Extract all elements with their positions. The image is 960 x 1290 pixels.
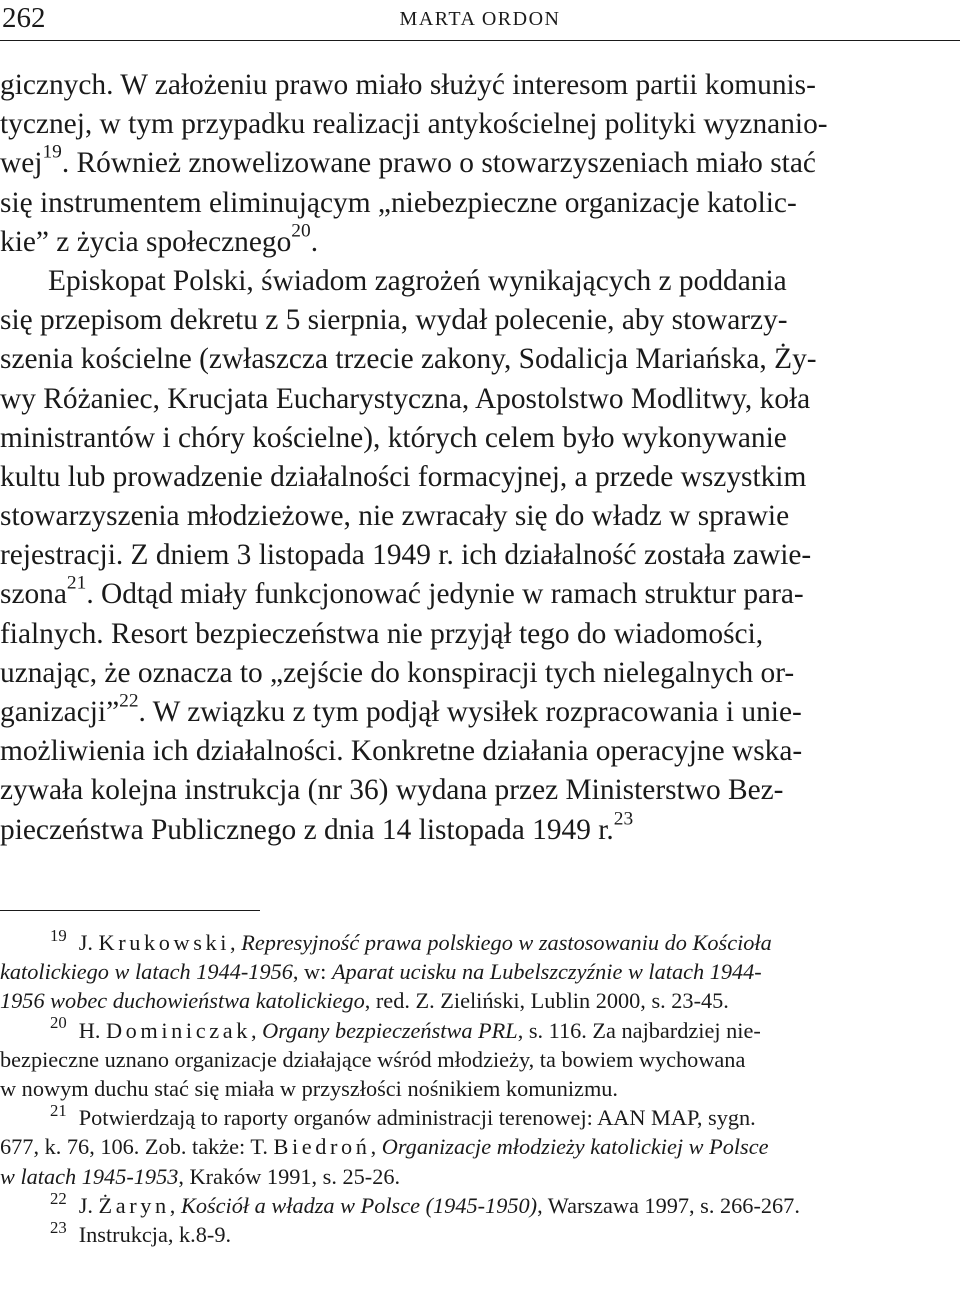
work-title: Represyjność prawa polskiego w zastosowaniu do Kościoła	[241, 930, 772, 955]
footnote-19	[0, 925, 960, 957]
footnote-text: 677, k. 76, 106. Zob. także: T.	[0, 1134, 274, 1160]
footnote-ref: 21	[66, 572, 87, 594]
text-line: Episkopat Polski, świadom zagrożeń wynikających z poddania	[48, 264, 787, 297]
text-line: . Również znowelizowane prawo o stowarzyszeniach miało stać	[61, 147, 816, 180]
footnote-number: 20	[50, 1013, 67, 1033]
text-line: wej	[0, 147, 43, 180]
text-line: się instrumentem eliminującym „niebezpieczne organizacje katolic-	[0, 186, 797, 219]
work-title: 1956 wobec duchowieństwa katolickiego	[0, 988, 365, 1014]
footnote-text: J.	[78, 930, 99, 955]
body-line	[0, 141, 960, 183]
footnote-text: H.	[78, 1017, 106, 1043]
footnote-21	[0, 1100, 960, 1132]
author-name: Krukowski	[98, 930, 231, 955]
author-name: Żaryn	[98, 1192, 170, 1218]
footnote-number: 21	[50, 1100, 67, 1120]
text-line: . Odtąd miały funkcjonować jedynie w ramach struktur para-	[86, 578, 804, 611]
work-title: w latach 1945-1953	[0, 1163, 179, 1189]
work-title: katolickiego w latach 1944-1956	[0, 959, 293, 985]
footnote-line	[0, 1074, 960, 1103]
footnote-text: Potwierdzają to raporty organów administracji terenowej: AAN MAP, sygn.	[78, 1105, 756, 1131]
body-line	[0, 654, 960, 693]
text-line: się przepisom dekretu z 5 sierpnia, wydał polecenie, aby stowarzy-	[0, 304, 788, 337]
author-name: Dominiczak	[105, 1017, 251, 1043]
footnote-text: ,	[370, 1134, 382, 1160]
footnote-separator	[0, 910, 260, 911]
footnote-line	[0, 957, 960, 986]
text-line: ministrantów i chóry kościelne), których celem było wykonywanie	[0, 421, 787, 454]
work-title: Organizacje młodzieży katolickiej w Polsce	[381, 1134, 769, 1160]
body-line	[0, 419, 960, 458]
footnote-ref: 20	[291, 220, 311, 242]
paragraph-start	[0, 262, 960, 301]
running-head: MARTA ORDON	[399, 8, 561, 30]
footnote-text: ,	[169, 1192, 181, 1218]
text-line: możliwienia ich działalności. Konkretne działania operacyjne wska-	[0, 735, 803, 768]
body-line	[0, 340, 960, 379]
text-line: tycznej, w tym przypadku realizacji antykościelnej polityki wyznanio-	[0, 108, 828, 141]
footnote-text: ,	[250, 1017, 263, 1043]
text-line: fialnych. Resort bezpieczeństwa nie przyjął tego do wiadomości,	[0, 617, 764, 650]
footnote-20	[0, 1013, 960, 1045]
text-line: rejestracji. Z dniem 3 listopada 1949 r. ich działalność została zawie-	[0, 539, 812, 572]
body-line	[0, 771, 960, 810]
body-line	[0, 184, 960, 223]
body-text	[0, 66, 960, 850]
header-rule	[0, 40, 960, 41]
footnote-ref: 23	[613, 808, 634, 830]
body-line	[0, 66, 960, 105]
body-line	[0, 615, 960, 654]
text-line: zywała kolejna instrukcja (nr 36) wydana przez Ministerstwo Bez-	[0, 774, 784, 807]
footnote-number: 23	[50, 1217, 67, 1237]
work-title: Kościół a władza w Polsce (1945-1950)	[180, 1192, 538, 1218]
body-line	[0, 380, 960, 419]
footnote-23	[0, 1217, 960, 1249]
footnote-ref: 19	[42, 141, 62, 163]
text-line: . W związku z tym podjął wysiłek rozpracowania i unie-	[138, 696, 802, 728]
footnote-text: ,	[230, 930, 242, 955]
footnote-ref: 22	[119, 690, 139, 712]
footnote-line	[0, 1132, 960, 1161]
footnote-number: 19	[50, 925, 67, 945]
footnotes	[0, 925, 960, 1249]
body-line	[0, 690, 960, 732]
text-line: .	[310, 225, 319, 258]
text-line: kie” z życia społecznego	[0, 225, 292, 258]
footnote-line	[0, 1162, 960, 1191]
text-line: uznając, że oznacza to „zejście do konspiracji tych nielegalnych or-	[0, 656, 795, 689]
body-line	[0, 572, 960, 614]
text-line: stowarzyszenia młodzieżowe, nie zwracały się do władz w sprawie	[0, 500, 790, 533]
footnote-text: Instrukcja, k.8-9.	[78, 1221, 232, 1247]
body-line	[0, 105, 960, 144]
text-line: wy Różaniec, Krucjata Eucharystyczna, Apostolstwo Modlitwy, koła	[0, 382, 811, 415]
footnote-line	[0, 1045, 960, 1074]
work-title: Organy bezpieczeństwa PRL	[262, 1017, 518, 1043]
footnote-text: , w:	[292, 959, 332, 985]
text-line: kultu lub prowadzenie działalności formacyjnej, a przede wszystkim	[0, 460, 807, 493]
body-line	[0, 220, 960, 262]
author-name: Biedroń	[273, 1134, 371, 1160]
text-line: pieczeństwa Publicznego z dnia 14 listopada 1949 r.	[0, 813, 614, 846]
body-line	[0, 497, 960, 536]
footnote-text: , Warszawa 1997, s. 266-267.	[537, 1192, 800, 1218]
footnote-22	[0, 1188, 960, 1220]
body-line	[0, 732, 960, 771]
footnote-number: 22	[50, 1188, 67, 1208]
footnote-text: , Kraków 1991, s. 25-26.	[178, 1163, 401, 1189]
footnote-text: J.	[78, 1192, 99, 1218]
page-number: 262	[2, 2, 46, 34]
footnote-text: bezpieczne uznano organizacje działające wśród młodzieży, ta bowiem wychowana	[0, 1046, 746, 1072]
body-line	[0, 458, 960, 497]
work-title: Aparat ucisku na Lubelszczyźnie w latach 1944-	[331, 959, 762, 985]
body-line	[0, 536, 960, 575]
text-line: szenia kościelne (zwłaszcza trzecie zakony, Sodalicja Mariańska, Ży-	[0, 343, 817, 376]
footnote-text: , s. 116. Za najbardziej nie-	[517, 1017, 761, 1043]
text-line: szona	[0, 578, 67, 611]
text-line: gicznych. W założeniu prawo miało służyć interesom partii komunis-	[0, 69, 816, 101]
body-line	[0, 808, 960, 850]
text-line: ganizacji”	[0, 696, 120, 728]
page-header	[0, 0, 960, 40]
footnote-text: w nowym duchu stać się miała w przyszłości nośnikiem komunizmu.	[0, 1075, 619, 1101]
body-line	[0, 301, 960, 340]
footnote-text: , red. Z. Zieliński, Lublin 2000, s. 23-45.	[364, 988, 729, 1014]
footnote-line	[0, 986, 960, 1015]
